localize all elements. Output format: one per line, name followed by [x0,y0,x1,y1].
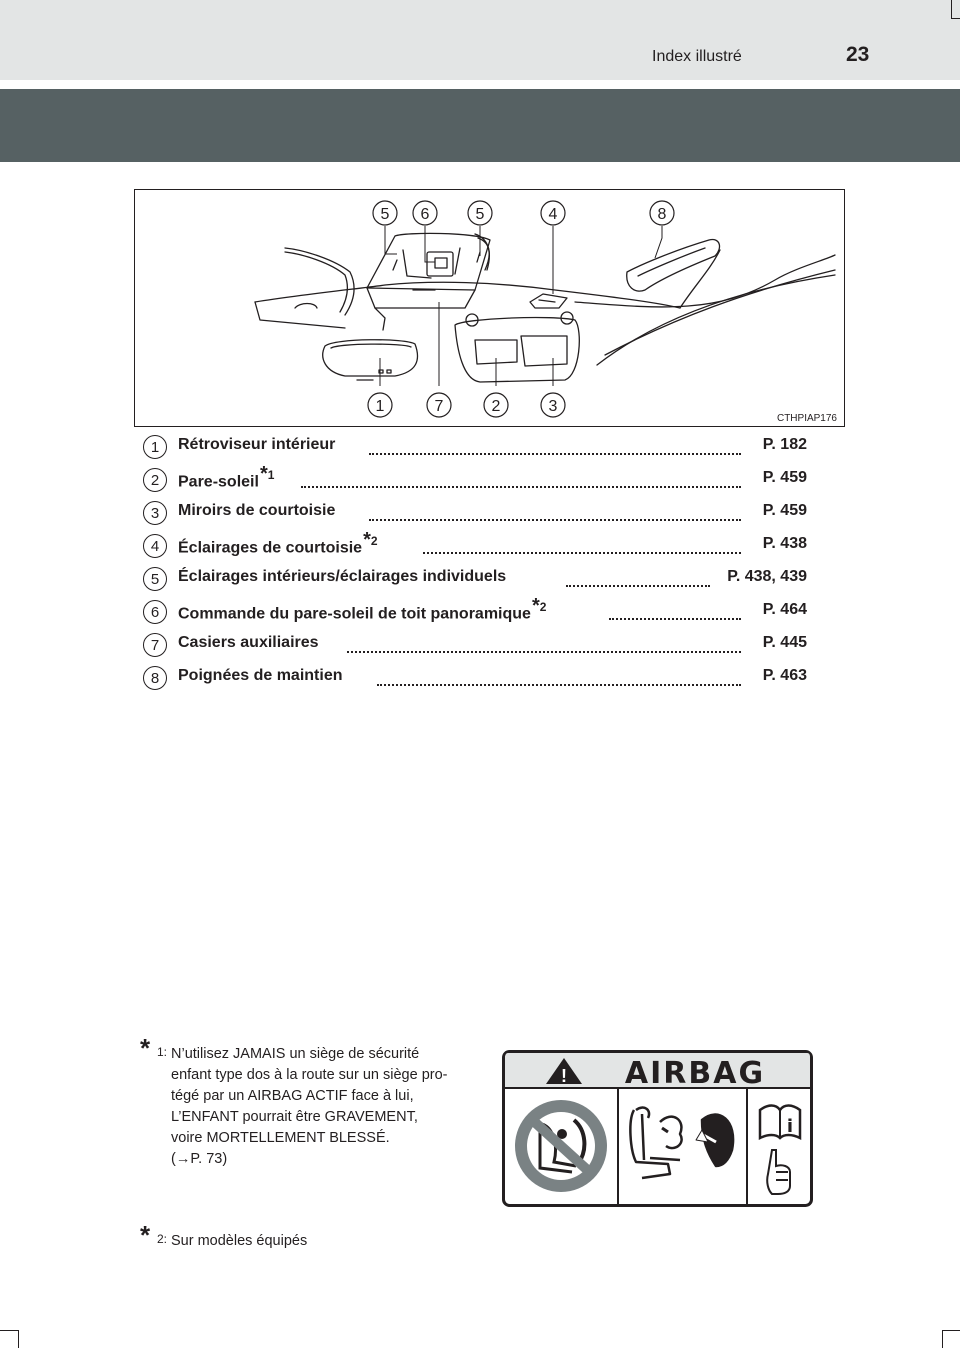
dot-leader [347,633,741,653]
item-page[interactable]: P. 182 [762,436,807,453]
footnote-asterisk: * [363,529,371,552]
item-page[interactable]: P. 463 [762,667,807,684]
dot-leader [566,567,710,587]
index-row [141,431,811,464]
item-label: Rétroviseur intérieur [178,436,336,453]
footnote-asterisk: * [531,595,540,618]
item-number: 1 [143,435,167,459]
dot-leader [369,501,741,521]
page-number: 23 [846,43,870,66]
item-page[interactable]: P. 459 [762,502,807,519]
item-number: 7 [143,633,167,657]
item-label: Poignées de maintien [178,667,343,684]
item-number: 5 [143,567,167,591]
index-row [141,662,811,695]
airbag-warning-label [502,1050,813,1207]
top-strip [0,0,960,80]
item-page[interactable]: P. 438, 439 [727,568,807,585]
airbag-title: AIRBAG [624,1056,766,1091]
item-page[interactable]: P. 438 [762,535,807,552]
item-number: 8 [143,666,167,690]
dot-leader [423,534,741,554]
item-number: 2 [143,468,167,492]
interior-figure [134,189,845,427]
callout-number: 6 [420,206,430,223]
crop-mark [942,1330,943,1348]
figure-code: CTHPIAP176 [776,413,837,424]
callout-number: 2 [491,398,501,415]
crop-mark [942,1330,960,1331]
footnote-text: N’utilisez JAMAIS un siège de sécurité enfant type dos à la route sur un siège pro- tégé par un AIRBAG ACTIF face à lui, L’ENFANT pourrait être GRAVEMENT, voire MORTELLEMENT BLESSÉ. (→P. 73) [171,1046,448,1167]
footnote-ref: 2 [539,600,547,614]
footnote-asterisk: * [140,1033,151,1063]
no-rear-facing-seat-icon [515,1100,607,1192]
crop-mark [951,0,952,18]
index-row [141,596,811,629]
callouts-top [373,201,674,225]
callout-number: 7 [434,398,444,415]
item-page[interactable]: P. 445 [762,634,807,651]
airbag-label-graphic [502,1050,813,1207]
index-row [141,464,811,497]
callout-number: 1 [375,398,385,415]
dot-leader [301,468,741,488]
item-label: Casiers auxiliaires [178,634,319,651]
warning-glyph: ! [561,1066,567,1086]
callout-number: 3 [548,398,558,415]
footnote-number: 2: [157,1232,168,1246]
header-band [0,89,960,162]
index-row [141,497,811,530]
dot-leader [369,435,741,455]
item-label: Éclairages de courtoisie*$^2$ [178,529,378,557]
crop-mark [18,1330,19,1348]
item-label: Miroirs de courtoisie [178,502,336,519]
index-row [141,530,811,563]
callout-number: 4 [548,206,558,223]
footnote-number: 1: [157,1045,168,1059]
dot-leader [377,666,741,686]
manual-info-icon [760,1106,800,1139]
roof-console-illustration [135,190,846,428]
footnote-asterisk: * [140,1220,151,1250]
info-glyph: i [786,1116,794,1137]
callouts-bottom [368,393,565,417]
index-row [141,563,811,596]
item-page[interactable]: P. 464 [762,601,807,618]
footnote-ref: 1 [267,468,275,482]
item-label: Éclairages intérieurs/éclairages individuels [178,568,507,585]
crop-mark [0,1330,18,1331]
footnote-text: Sur modèles équipés [171,1233,308,1249]
item-label: Pare-soleil*$^1$ [178,463,275,491]
footnote-asterisk: * [259,463,268,486]
index-row [141,629,811,662]
dot-leader [609,600,741,620]
item-page[interactable]: P. 459 [762,469,807,486]
item-number: 3 [143,501,167,525]
footnote-ref: 2 [370,534,378,548]
callout-number: 8 [657,206,667,223]
callout-number: 5 [475,206,485,223]
item-number: 4 [143,534,167,558]
item-label: Commande du pare-soleil de toit panoramique*$^2$ [178,595,547,623]
index-list [141,431,811,695]
section-title: Index illustré [652,48,742,65]
crop-mark [951,18,960,19]
callout-number: 5 [380,206,390,223]
item-number: 6 [143,600,167,624]
